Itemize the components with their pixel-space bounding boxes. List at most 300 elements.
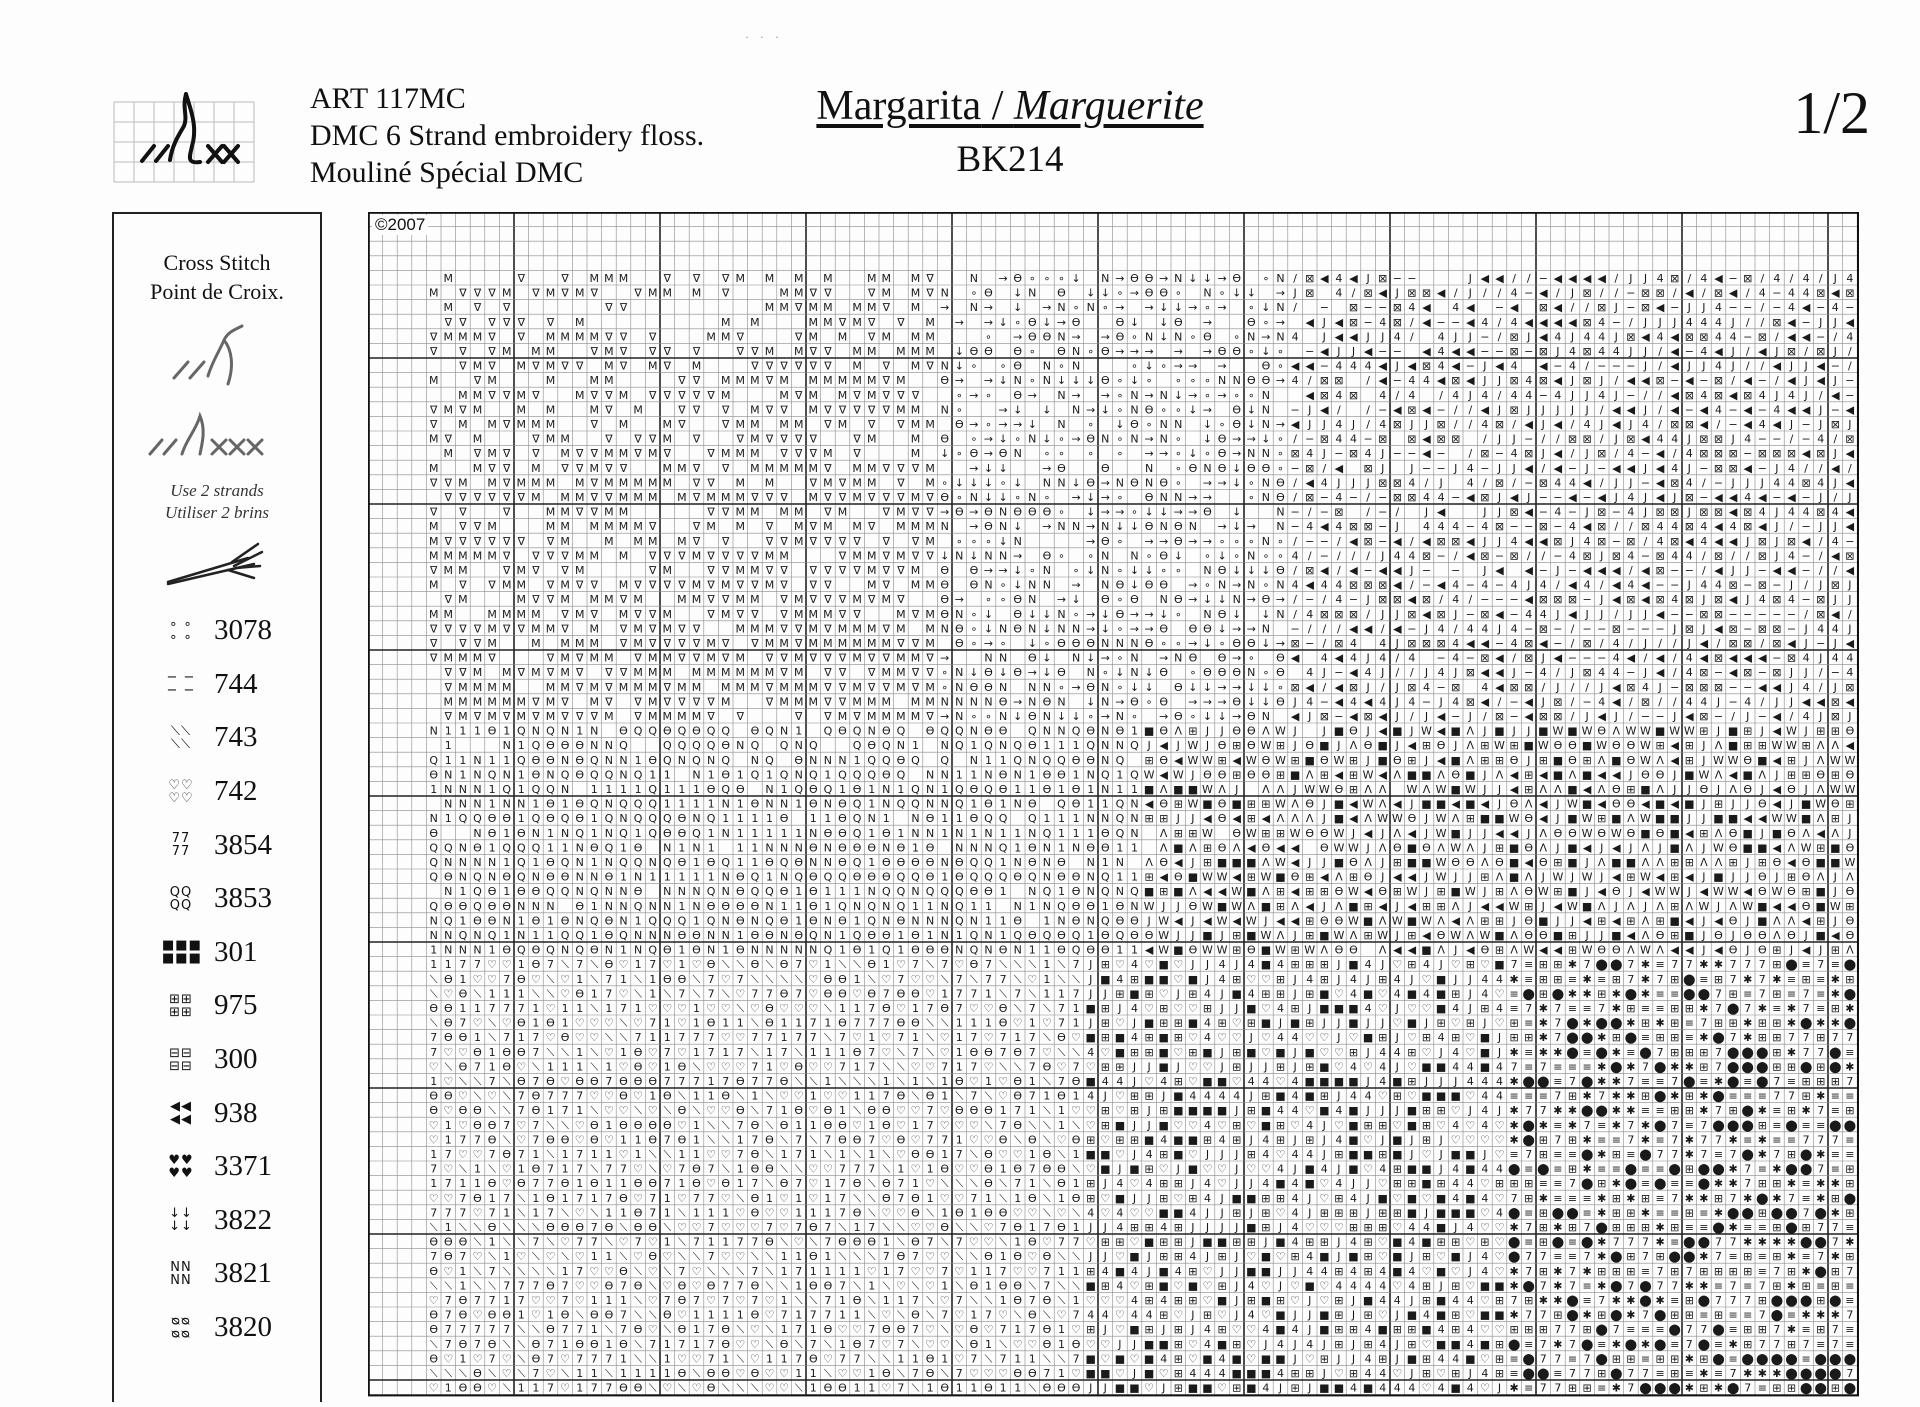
- stitch-symbol: ϴ: [1028, 506, 1037, 519]
- stitch-symbol: Q: [940, 885, 949, 898]
- stitch-symbol: ϴ: [911, 944, 920, 957]
- stitch-symbol: Λ: [1598, 783, 1606, 796]
- stitch-symbol: ϴ: [1072, 871, 1081, 884]
- stitch-symbol: M: [677, 593, 687, 606]
- stitch-symbol: ♡: [546, 1031, 556, 1044]
- stitch-symbol: ⬤: [1683, 1075, 1695, 1088]
- stitch-symbol: N: [824, 856, 832, 869]
- stitch-symbol: ⊠: [1349, 608, 1358, 621]
- stitch-symbol: ∇: [779, 491, 788, 504]
- stitch-symbol: ∇: [458, 506, 467, 519]
- stitch-symbol: Q: [867, 914, 876, 927]
- stitch-symbol: →: [969, 389, 978, 402]
- stitch-symbol: ∘: [1116, 535, 1123, 548]
- stitch-symbol: ϴ: [897, 987, 906, 1000]
- stitch-symbol: ϴ: [1145, 520, 1154, 533]
- stitch-symbol: ↓: [1232, 506, 1241, 519]
- stitch-symbol: ϴ: [1028, 856, 1037, 869]
- stitch-symbol: ≡: [1801, 958, 1810, 971]
- stitch-symbol: −: [1436, 403, 1445, 416]
- stitch-symbol: M: [779, 389, 789, 402]
- stitch-symbol: N: [780, 841, 788, 854]
- stitch-symbol: M: [590, 681, 600, 694]
- stitch-symbol: J: [1322, 1017, 1326, 1030]
- stitch-symbol: ∘: [1175, 608, 1182, 621]
- stitch-symbol: 1: [795, 1017, 802, 1030]
- stitch-symbol: ⊠: [1568, 433, 1577, 446]
- stitch-symbol: ◀: [1685, 871, 1694, 884]
- stitch-symbol: ϴ: [1276, 652, 1285, 665]
- stitch-symbol: ⊞: [1685, 1046, 1694, 1059]
- stitch-symbol: N: [795, 841, 803, 854]
- stitch-symbol: M: [604, 710, 614, 723]
- stitch-symbol: 1: [985, 987, 992, 1000]
- stitch-symbol: N: [911, 812, 919, 825]
- stitch-symbol: ■: [1465, 798, 1475, 811]
- stitch-symbol: 4: [1744, 695, 1751, 708]
- stitch-symbol: J: [1190, 856, 1194, 869]
- stitch-symbol: 1: [678, 871, 685, 884]
- stitch-symbol: ∘: [956, 447, 963, 460]
- stitch-symbol: /: [1614, 272, 1618, 285]
- stitch-symbol: 4: [1379, 1046, 1386, 1059]
- stitch-symbol: ⊞: [1422, 900, 1431, 913]
- stitch-symbol: ⊞: [1597, 987, 1606, 1000]
- stitch-symbol: ∇: [487, 462, 496, 475]
- stitch-symbol: ↓: [1144, 360, 1153, 373]
- stitch-symbol: 1: [1073, 1017, 1080, 1030]
- stitch-symbol: 7: [970, 987, 977, 1000]
- stitch-symbol: ϴ: [1013, 593, 1022, 606]
- stitch-symbol: M: [721, 491, 731, 504]
- stitch-symbol: Q: [707, 885, 716, 898]
- stitch-symbol: ϴ: [1743, 754, 1752, 767]
- stitch-symbol: J: [1833, 885, 1837, 898]
- stitch-symbol: M: [546, 433, 556, 446]
- stitch-symbol: ∇: [823, 681, 832, 694]
- stitch-symbol: Λ: [1437, 768, 1445, 781]
- stitch-symbol: ✱: [1612, 1002, 1621, 1015]
- swatch-symbol: ⊟⊟ ⊟⊟: [162, 1047, 200, 1073]
- stitch-symbol: ∇: [429, 418, 438, 431]
- stitch-symbol: −: [1305, 593, 1314, 606]
- stitch-symbol: Λ: [1160, 783, 1168, 796]
- stitch-symbol: ⊠: [1845, 549, 1854, 562]
- stitch-symbol: M: [604, 360, 614, 373]
- stitch-symbol: 1: [912, 841, 919, 854]
- stitch-symbol: ∇: [444, 491, 453, 504]
- stitch-symbol: 7: [970, 1060, 977, 1073]
- stitch-symbol: ◀: [1758, 652, 1767, 665]
- stitch-symbol: W: [1421, 914, 1432, 927]
- stitch-symbol: ϴ: [1159, 695, 1168, 708]
- stitch-symbol: 4: [1423, 520, 1430, 533]
- stitch-symbol: ↓: [1159, 506, 1168, 519]
- stitch-symbol: ⟍: [926, 958, 934, 971]
- stitch-symbol: N: [999, 520, 1007, 533]
- stitch-symbol: 4: [1408, 549, 1415, 562]
- stitch-symbol: −: [1670, 681, 1679, 694]
- stitch-symbol: W: [1333, 929, 1344, 942]
- stitch-symbol: 1: [489, 1060, 496, 1073]
- stitch-symbol: ∇: [444, 710, 453, 723]
- stitch-symbol: W: [1202, 783, 1213, 796]
- stitch-symbol: 1: [562, 841, 569, 854]
- stitch-symbol: ϴ: [867, 929, 876, 942]
- stitch-symbol: ✱: [1845, 1060, 1854, 1073]
- stitch-symbol: /: [1366, 506, 1370, 519]
- stitch-symbol: ⊞: [1714, 798, 1723, 811]
- stitch-symbol: J: [1322, 447, 1326, 460]
- stitch-symbol: ⟍: [941, 973, 949, 986]
- stitch-symbol: 1: [737, 1017, 744, 1030]
- stitch-symbol: N: [1203, 287, 1211, 300]
- stitch-symbol: 1: [839, 929, 846, 942]
- stitch-symbol: 4: [1335, 418, 1342, 431]
- stitch-symbol: N: [765, 944, 773, 957]
- stitch-symbol: J: [1555, 798, 1559, 811]
- stitch-symbol: −: [1422, 564, 1431, 577]
- stitch-symbol: ⊞: [1349, 754, 1358, 767]
- stitch-symbol: M: [458, 330, 468, 343]
- stitch-symbol: ϴ: [984, 725, 993, 738]
- stitch-symbol: W: [1202, 871, 1213, 884]
- stitch-symbol: M: [663, 462, 673, 475]
- stitch-symbol: 7: [1554, 1017, 1561, 1030]
- stitch-symbol: ♡: [984, 1031, 994, 1044]
- stitch-symbol: ϴ: [1028, 798, 1037, 811]
- stitch-symbol: ⊞: [1393, 856, 1402, 869]
- stitch-symbol: ◀: [1641, 564, 1650, 577]
- stitch-symbol: ⬤: [1654, 1060, 1666, 1073]
- stitch-symbol: N: [1028, 885, 1036, 898]
- stitch-symbol: ϴ: [897, 1017, 906, 1030]
- stitch-symbol: −: [1801, 549, 1810, 562]
- swatch-symbol: − − − −: [162, 671, 200, 697]
- stitch-symbol: ϴ: [970, 447, 979, 460]
- stitch-symbol: 1: [781, 1017, 788, 1030]
- stitch-symbol: Λ: [1379, 914, 1387, 927]
- stitch-symbol: −: [1305, 535, 1314, 548]
- stitch-symbol: Λ: [1510, 885, 1518, 898]
- stitch-symbol: M: [458, 681, 468, 694]
- stitch-symbol: J: [1497, 506, 1501, 519]
- stitch-symbol: ∇: [517, 666, 526, 679]
- stitch-symbol: N: [605, 885, 613, 898]
- stitch-symbol: ϴ: [780, 1075, 789, 1088]
- stitch-symbol: →: [1144, 389, 1153, 402]
- stitch-symbol: 4: [1335, 433, 1342, 446]
- stitch-symbol: M: [867, 564, 877, 577]
- stitch-symbol: ◀: [1846, 739, 1855, 752]
- stitch-symbol: N: [941, 900, 949, 913]
- stitch-symbol: /: [1293, 564, 1297, 577]
- stitch-symbol: ■: [1436, 1002, 1446, 1015]
- stitch-symbol: N: [590, 871, 598, 884]
- stitch-symbol: ⊠: [1845, 287, 1854, 300]
- stitch-symbol: 1: [459, 725, 466, 738]
- stitch-symbol: M: [502, 666, 512, 679]
- stitch-symbol: N: [1160, 593, 1168, 606]
- stitch-symbol: N: [649, 856, 657, 869]
- stitch-symbol: 7: [970, 1031, 977, 1044]
- stitch-symbol: 4: [1335, 491, 1342, 504]
- stitch-symbol: ♡: [750, 1002, 760, 1015]
- stitch-symbol: 4: [1262, 1075, 1269, 1088]
- stitch-symbol: 1: [620, 841, 627, 854]
- stitch-symbol: J: [1117, 1002, 1121, 1015]
- stitch-symbol: N: [649, 929, 657, 942]
- stitch-symbol: ∘: [1248, 535, 1255, 548]
- stitch-symbol: ϴ: [1043, 783, 1052, 796]
- stitch-symbol: →: [1217, 301, 1226, 314]
- stitch-symbol: 4: [1452, 1002, 1459, 1015]
- stitch-symbol: ♡: [1144, 958, 1154, 971]
- stitch-symbol: M: [663, 622, 673, 635]
- stitch-symbol: M: [692, 360, 702, 373]
- stitch-symbol: M: [429, 549, 439, 562]
- stitch-symbol: ◀: [1378, 564, 1387, 577]
- stitch-symbol: J: [1599, 929, 1603, 942]
- stitch-symbol: ϴ: [1218, 666, 1227, 679]
- stitch-symbol: 4: [1788, 287, 1795, 300]
- stitch-symbol: 7: [897, 973, 904, 986]
- stitch-symbol: 1: [868, 798, 875, 811]
- stitch-symbol: ⊞: [1159, 812, 1168, 825]
- stitch-symbol: Q: [663, 914, 672, 927]
- stitch-symbol: ∇: [663, 389, 672, 402]
- stitch-symbol: N: [1116, 739, 1124, 752]
- stitch-symbol: ↓: [1232, 608, 1241, 621]
- stitch-symbol: J: [1643, 491, 1647, 504]
- stitch-symbol: −: [1305, 637, 1314, 650]
- stitch-symbol: Q: [532, 739, 541, 752]
- stitch-symbol: J: [1599, 374, 1603, 387]
- stitch-symbol: 1: [722, 1017, 729, 1030]
- stitch-symbol: ◀: [1743, 885, 1752, 898]
- stitch-symbol: ■: [1202, 1075, 1212, 1088]
- stitch-symbol: ⊠: [1524, 447, 1533, 460]
- stitch-symbol: J: [1570, 389, 1574, 402]
- stitch-symbol: Q: [765, 754, 774, 767]
- stitch-symbol: 1: [635, 754, 642, 767]
- stitch-symbol: 4: [1335, 389, 1342, 402]
- stitch-symbol: M: [677, 710, 687, 723]
- stitch-symbol: N: [984, 652, 992, 665]
- stitch-symbol: ⊠: [1378, 579, 1387, 592]
- stitch-symbol: ◀: [1232, 914, 1241, 927]
- stitch-symbol: 4: [1394, 1046, 1401, 1059]
- stitch-symbol: ∘: [985, 535, 992, 548]
- stitch-symbol: ⬤: [1639, 1046, 1651, 1059]
- stitch-symbol: ⊠: [1743, 637, 1752, 650]
- stitch-symbol: ∘: [1204, 374, 1211, 387]
- stitch-symbol: ϴ: [532, 944, 541, 957]
- stitch-symbol: N: [1247, 666, 1255, 679]
- stitch-symbol: −: [1714, 476, 1723, 489]
- stitch-symbol: ∘: [1248, 491, 1255, 504]
- stitch-symbol: M: [546, 476, 556, 489]
- stitch-symbol: ↓: [1217, 549, 1226, 562]
- stitch-symbol: N: [941, 360, 949, 373]
- stitch-symbol: ◀: [1349, 622, 1358, 635]
- stitch-symbol: ∇: [765, 681, 774, 694]
- stitch-symbol: ◀: [1422, 535, 1431, 548]
- stitch-symbol: ϴ: [1232, 666, 1241, 679]
- stitch-symbol: ■: [1801, 798, 1811, 811]
- stitch-symbol: Q: [1072, 944, 1081, 957]
- stitch-symbol: /: [1702, 476, 1706, 489]
- stitch-symbol: Λ: [1832, 827, 1840, 840]
- stitch-symbol: →: [969, 506, 978, 519]
- stitch-symbol: J: [1614, 900, 1618, 913]
- stitch-symbol: ∇: [429, 637, 438, 650]
- stitch-symbol: Q: [1101, 871, 1110, 884]
- stitch-symbol: J: [1745, 710, 1749, 723]
- stitch-symbol: ⊠: [1436, 608, 1445, 621]
- stitch-symbol: ϴ: [1203, 768, 1212, 781]
- stitch-symbol: /: [1571, 301, 1575, 314]
- stitch-symbol: ∇: [779, 652, 788, 665]
- stitch-symbol: N: [1057, 695, 1065, 708]
- stitch-symbol: J: [1395, 739, 1399, 752]
- stitch-symbol: M: [750, 316, 760, 329]
- stitch-symbol: ◀: [1627, 462, 1636, 475]
- stitch-symbol: M: [560, 330, 570, 343]
- stitch-symbol: →: [1115, 345, 1124, 358]
- stitch-symbol: ♡: [911, 973, 921, 986]
- stitch-symbol: ♡: [429, 1060, 439, 1073]
- stitch-symbol: ■: [1363, 914, 1373, 927]
- stitch-symbol: −: [1743, 579, 1752, 592]
- stitch-symbol: ∇: [429, 506, 438, 519]
- stitch-symbol: ■: [1553, 768, 1563, 781]
- stitch-symbol: ϴ: [1028, 841, 1037, 854]
- stitch-symbol: N: [1014, 447, 1022, 460]
- stitch-symbol: ↓: [1086, 287, 1095, 300]
- stitch-symbol: →: [1144, 535, 1153, 548]
- stitch-symbol: ⟍: [1058, 1046, 1066, 1059]
- stitch-symbol: ∇: [765, 374, 774, 387]
- stitch-symbol: ⊠: [1699, 433, 1708, 446]
- stitch-symbol: ϴ: [1101, 593, 1110, 606]
- stitch-symbol: M: [590, 637, 600, 650]
- stitch-symbol: ∘: [1175, 637, 1182, 650]
- stitch-symbol: ↓: [1071, 374, 1080, 387]
- stitch-symbol: 1: [941, 1075, 948, 1088]
- stitch-symbol: ◀: [1729, 535, 1738, 548]
- stitch-symbol: J: [1453, 944, 1457, 957]
- stitch-symbol: ⬤: [1829, 1046, 1841, 1059]
- stitch-symbol: 1: [1073, 812, 1080, 825]
- stitch-symbol: N: [1262, 447, 1270, 460]
- stitch-symbol: M: [867, 549, 877, 562]
- stitch-symbol: −: [1407, 447, 1416, 460]
- stitch-symbol: M: [750, 622, 760, 635]
- stitch-symbol: J: [1628, 476, 1632, 489]
- stitch-symbol: J: [1190, 914, 1194, 927]
- stitch-symbol: ■: [1129, 987, 1139, 1000]
- stitch-symbol: 1: [766, 827, 773, 840]
- stitch-symbol: 1: [795, 914, 802, 927]
- stitch-symbol: Q: [488, 768, 497, 781]
- stitch-symbol: ϴ: [1276, 564, 1285, 577]
- stitch-symbol: ϴ: [1276, 666, 1285, 679]
- stitch-symbol: ■: [1450, 725, 1460, 738]
- stitch-symbol: W: [1582, 725, 1593, 738]
- stitch-symbol: N: [503, 914, 511, 927]
- stitch-symbol: J: [1424, 754, 1428, 767]
- stitch-symbol: ⊠: [1685, 622, 1694, 635]
- stitch-symbol: M: [604, 374, 614, 387]
- stitch-symbol: ∇: [692, 272, 701, 285]
- stitch-symbol: /: [1571, 637, 1575, 650]
- stitch-symbol: 1: [897, 827, 904, 840]
- stitch-symbol: ↓: [1028, 608, 1037, 621]
- stitch-symbol: /: [1687, 272, 1691, 285]
- stitch-symbol: J: [1511, 433, 1515, 446]
- stitch-symbol: 4: [1467, 1060, 1474, 1073]
- stitch-symbol: M: [502, 345, 512, 358]
- stitch-symbol: Q: [444, 914, 453, 927]
- stitch-symbol: 4: [1803, 287, 1810, 300]
- stitch-symbol: W: [1713, 885, 1724, 898]
- cross-stitch-icon: [162, 320, 272, 390]
- stitch-symbol: ♡: [1203, 1060, 1213, 1073]
- stitch-symbol: ◀: [1451, 798, 1460, 811]
- stitch-symbol: ⟍: [897, 1060, 905, 1073]
- stitch-symbol: →: [1232, 433, 1241, 446]
- stitch-symbol: 4: [1365, 958, 1372, 971]
- stitch-symbol: ⊠: [1816, 608, 1825, 621]
- stitch-symbol: ⬤: [1844, 1017, 1856, 1030]
- stitch-symbol: N: [1043, 856, 1051, 869]
- stitch-symbol: Q: [532, 783, 541, 796]
- stitch-symbol: Λ: [1817, 871, 1825, 884]
- stitch-symbol: M: [852, 374, 862, 387]
- stitch-symbol: N: [576, 841, 584, 854]
- stitch-symbol: ♡: [1232, 1075, 1242, 1088]
- stitch-symbol: ⟍: [547, 1046, 555, 1059]
- stitch-symbol: ◀: [1539, 798, 1548, 811]
- stitch-symbol: ♡: [1071, 1031, 1081, 1044]
- stitch-symbol: ϴ: [1174, 316, 1183, 329]
- stitch-symbol: ∘: [1116, 681, 1123, 694]
- stitch-symbol: ϴ: [838, 914, 847, 927]
- stitch-symbol: ϴ: [794, 856, 803, 869]
- stitch-symbol: J: [1643, 637, 1647, 650]
- stitch-symbol: ◀: [1437, 725, 1446, 738]
- stitch-symbol: 1: [678, 900, 685, 913]
- stitch-symbol: ⟍: [853, 1075, 861, 1088]
- stitch-symbol: M: [560, 666, 570, 679]
- stitch-symbol: −: [1728, 681, 1737, 694]
- stitch-symbol: 7: [649, 958, 656, 971]
- stitch-symbol: ⊠: [1831, 579, 1840, 592]
- stitch-symbol: Q: [809, 929, 818, 942]
- stitch-symbol: J: [1584, 506, 1588, 519]
- stitch-symbol: 7: [635, 1031, 642, 1044]
- stitch-symbol: ⊞: [1349, 783, 1358, 796]
- stitch-symbol: ∇: [619, 345, 628, 358]
- stitch-symbol: ⊠: [1509, 681, 1518, 694]
- stitch-symbol: ♡: [546, 1002, 556, 1015]
- stitch-symbol: 7: [1803, 1031, 1810, 1044]
- stitch-symbol: N: [503, 768, 511, 781]
- stitch-symbol: N: [590, 725, 598, 738]
- stitch-symbol: M: [502, 681, 512, 694]
- stitch-symbol: ∇: [925, 506, 934, 519]
